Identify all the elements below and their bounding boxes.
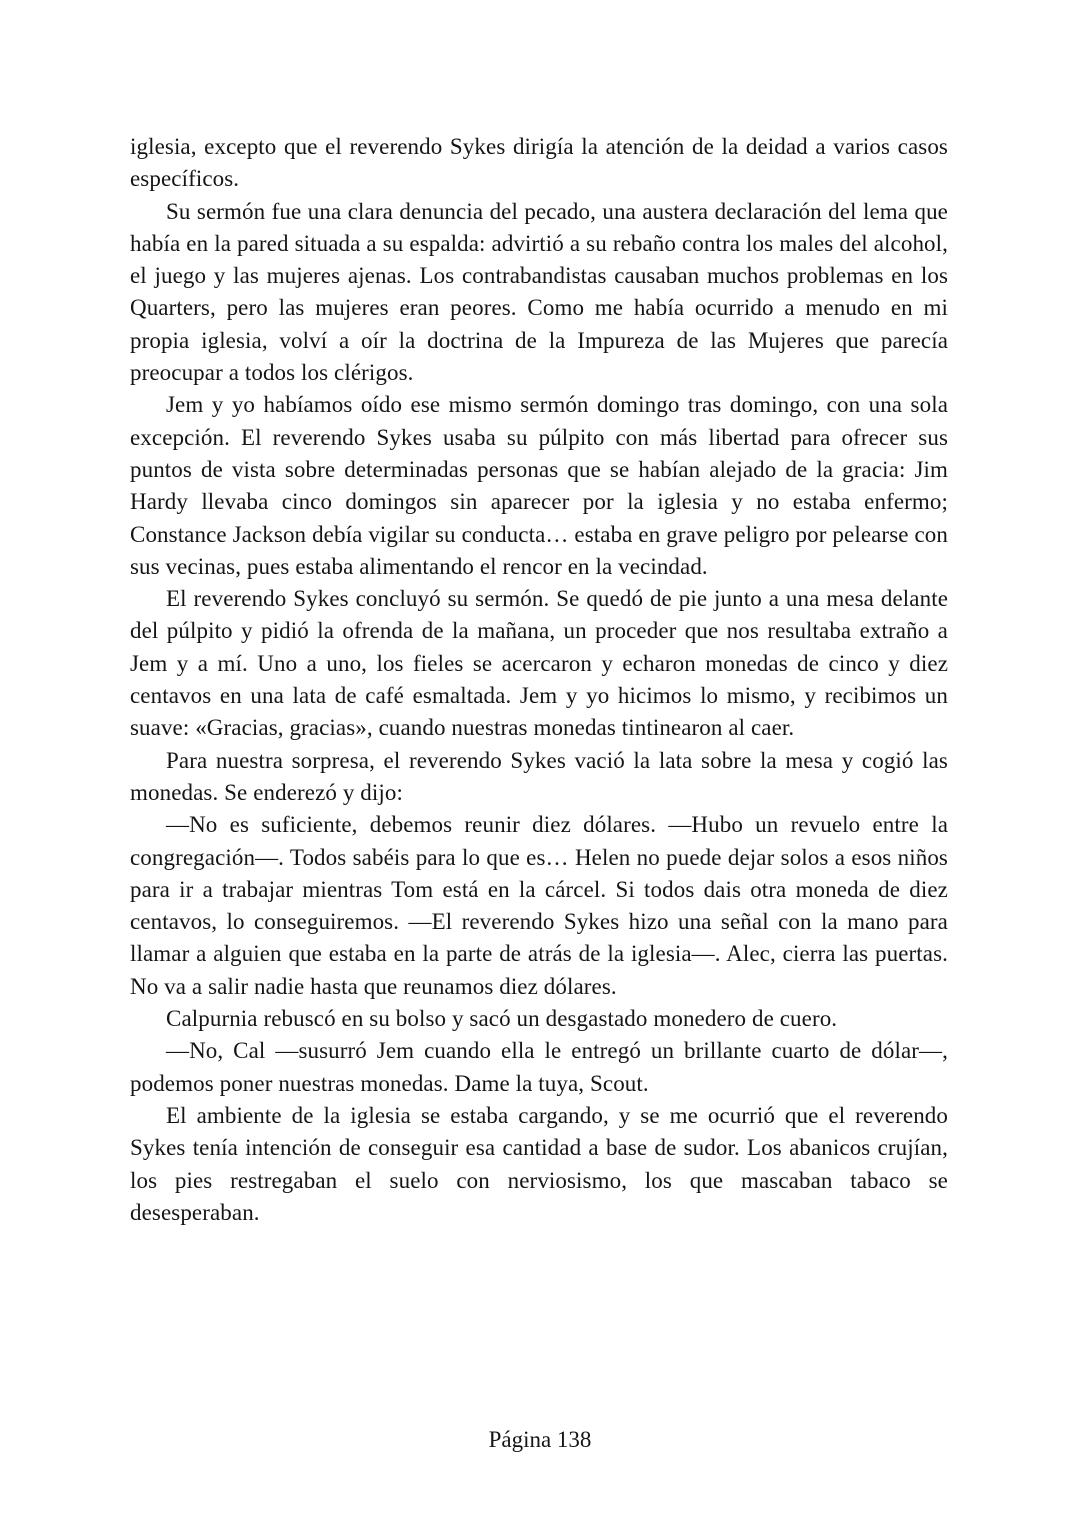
page-text-block [130,131,948,1229]
paragraph: Calpurnia rebuscó en su bolso y sacó un desgastado monedero de cuero. [166,1006,838,1032]
paragraph: —No, Cal —susurró Jem cuando ella le entregó un brillante cuarto de dólar—, podemos poner nuestras monedas. Dame la tuya, Scout. [130,1038,948,1096]
paragraph: Su sermón fue una clara denuncia del pecado, una austera declaración del lema que había en la pared situada a su espalda: advirtió a su rebaño contra los males del alcohol, el juego y las mujeres ajenas. Los contrabandistas causaban muchos problemas en los Quarters, pero las mujeres eran peores. Como me había ocurrido a menudo en mi propia iglesia, volví a oír la doctrina de la Impureza de las Mujeres que parecía preocupar a todos los clérigos. [130,198,948,386]
paragraph: Para nuestra sorpresa, el reverendo Sykes vació la lata sobre la mesa y cogió las monedas. Se enderezó y dijo: [130,747,948,805]
paragraph: El ambiente de la iglesia se estaba cargando, y se me ocurrió que el reverendo Sykes tenía intención de conseguir esa cantidad a base de sudor. Los abanicos crujían, los pies restregaban el suelo con nerviosismo, los que mascaban tabaco se desesperaban. [130,1102,948,1225]
paragraph: Jem y yo habíamos oído ese mismo sermón domingo tras domingo, con una sola excepción. El reverendo Sykes usaba su púlpito con más libertad para ofrecer sus puntos de vista sobre determinadas personas que se habían alejado de la gracia: Jim Hardy llevaba cinco domingos sin aparecer por la iglesia y no estaba enfermo; Constance Jackson debía vigilar su conducta… estaba en grave peligro por pelearse con sus vecinas, pues estaba alimentando el rencor en la vecindad. [130,392,948,579]
paragraph: iglesia, excepto que el reverendo Sykes dirigía la atención de la deidad a varios casos específicos. [130,134,948,192]
page-number: Página 138 [488,1427,592,1452]
paragraph: —No es suficiente, debemos reunir diez dólares. —Hubo un revuelo entre la congregación—. Todos sabéis para lo que es… Helen no puede dejar solos a esos niños para ir a trabajar mientras Tom está en la cárcel. Si todos dais otra moneda de diez centavos, lo conseguiremos. —El reverendo Sykes hizo una señal con la mano para llamar a alguien que estaba en la parte de atrás de la iglesia—. Alec, cierra las puertas. No va a salir nadie hasta que reunamos diez dólares. [130,812,948,999]
paragraph: El reverendo Sykes concluyó su sermón. Se quedó de pie junto a una mesa delante del púlpito y pidió la ofrenda de la mañana, un proceder que nos resultaba extraño a Jem y a mí. Uno a uno, los fieles se acercaron y echaron monedas de cinco y diez centavos en una lata de café esmaltada. Jem y yo hicimos lo mismo, y recibimos un suave: «Gracias, gracias», cuando nuestras monedas tintinearon al caer. [130,586,948,741]
